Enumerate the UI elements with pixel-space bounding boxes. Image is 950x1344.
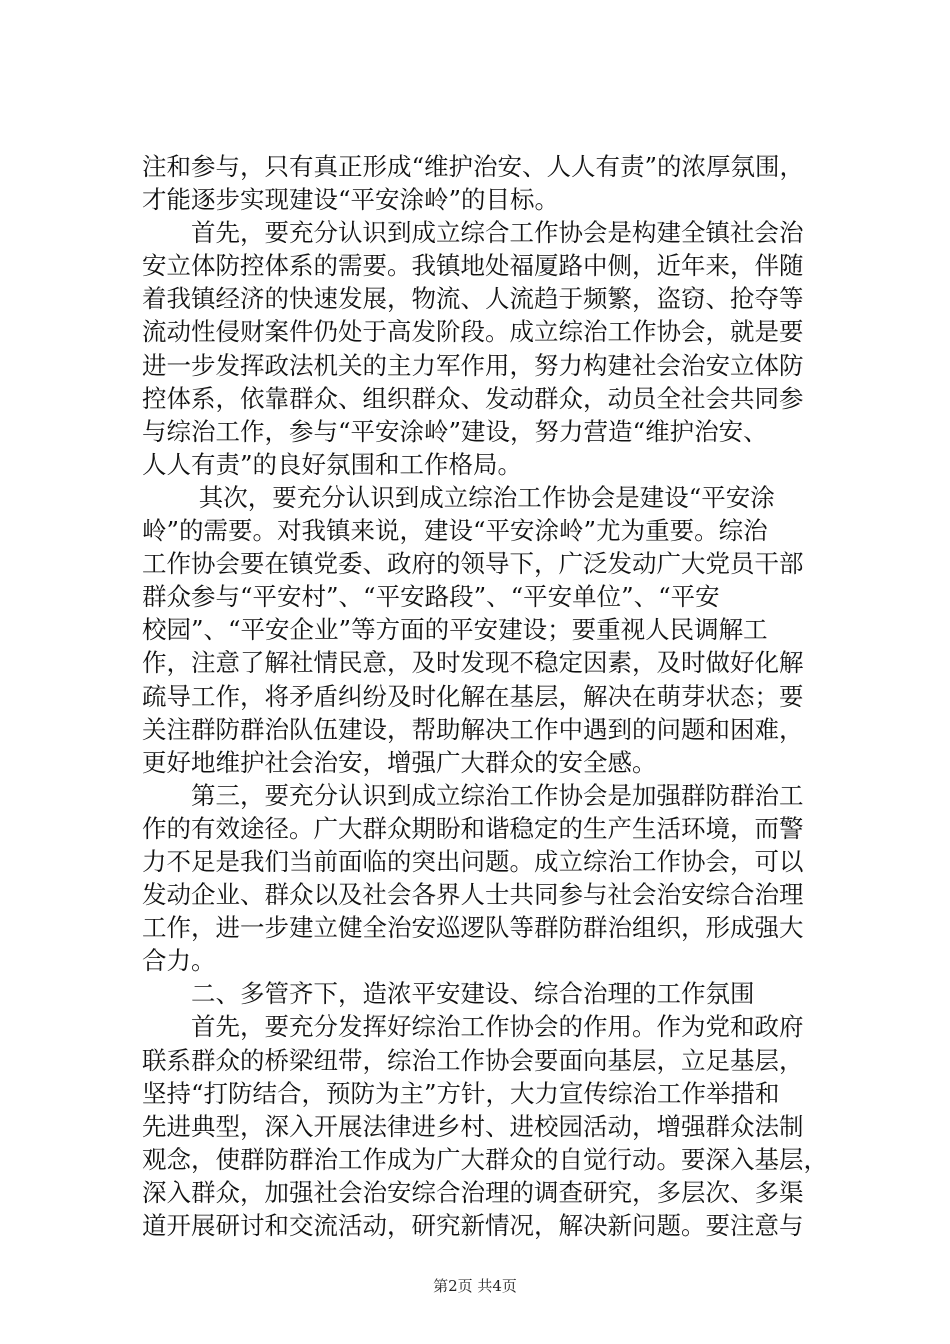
text-line: 流动性侵财案件仍处于高发阶段。成立综治工作协会，就是要 [142, 317, 804, 347]
text-line: 其次，要充分认识到成立综治工作协会是建设“平安涂 [142, 482, 775, 512]
text-line: 工作协会要在镇党委、政府的领导下，广泛发动广大党员干部 [142, 549, 804, 579]
text-line: 疏导工作，将矛盾纠纷及时化解在基层，解决在萌芽状态；要 [142, 681, 804, 711]
text-line: 坚持“打防结合，预防为主”方针，大力宣传综治工作举措和 [142, 1078, 780, 1108]
text-line: 人人有责”的良好氛围和工作格局。 [142, 449, 523, 479]
text-line: 力不足是我们当前面临的突出问题。成立综治工作协会，可以 [142, 846, 804, 876]
text-line: 更好地维护社会治安，增强广大群众的安全感。 [142, 747, 657, 777]
text-line: 作的有效途径。广大群众期盼和谐稳定的生产生活环境，而警 [142, 813, 804, 843]
section-heading: 二、多管齐下，造浓平安建设、综合治理的工作氛围 [142, 979, 755, 1009]
text-line: 安立体防控体系的需要。我镇地处福厦路中侧，近年来，伴随 [142, 251, 804, 281]
text-line: 第三，要充分认识到成立综治工作协会是加强群防群治工 [142, 780, 804, 810]
page-number: 第2页 共4页 [433, 1277, 517, 1295]
text-line: 控体系，依靠群众、组织群众、发动群众，动员全社会共同参 [142, 383, 804, 413]
document-body [142, 150, 832, 1242]
text-line: 关注群防群治队伍建设，帮助解决工作中遇到的问题和困难， [142, 714, 804, 744]
text-line: 注和参与，只有真正形成“维护治安、人人有责”的浓厚氛围， [142, 152, 805, 181]
text-line: 才能逐步实现建设“平安涂岭”的目标。 [142, 185, 560, 215]
text-line: 道开展研讨和交流活动，研究新情况，解决新问题。要注意与 [142, 1211, 804, 1240]
text-line: 校园”、“平安企业”等方面的平安建设；要重视人民调解工 [142, 615, 768, 645]
text-line: 深入群众，加强社会治安综合治理的调查研究，多层次、多渠 [142, 1177, 804, 1207]
text-line: 岭”的需要。对我镇来说，建设“平安涂岭”尤为重要。综治 [142, 516, 768, 546]
text-line: 着我镇经济的快速发展，物流、人流趋于频繁，盗窃、抢夺等 [142, 284, 804, 314]
text-line: 观念，使群防群治工作成为广大群众的自觉行动。要深入基层， [142, 1144, 828, 1174]
text-line: 工作，进一步建立健全治安巡逻队等群防群治组织，形成强大 [142, 913, 804, 943]
text-line: 联系群众的桥梁纽带，综治工作协会要面向基层，立足基层， [142, 1045, 804, 1075]
text-line: 先进典型，深入开展法律进乡村、进校园活动，增强群众法制 [142, 1111, 804, 1141]
text-line: 首先，要充分发挥好综治工作协会的作用。作为党和政府 [142, 1012, 804, 1042]
text-line: 群众参与“平安村”、“平安路段”、“平安单位”、“平安 [142, 582, 720, 612]
text-line: 合力。 [142, 946, 216, 976]
text-line: 发动企业、群众以及社会各界人士共同参与社会治安综合治理 [142, 880, 804, 910]
text-line: 作，注意了解社情民意，及时发现不稳定因素，及时做好化解 [142, 648, 804, 678]
text-line: 与综治工作，参与“平安涂岭”建设，努力营造“维护治安、 [142, 416, 768, 446]
text-line: 首先，要充分认识到成立综合工作协会是构建全镇社会治 [142, 218, 804, 248]
text-line: 进一步发挥政法机关的主力军作用，努力构建社会治安立体防 [142, 350, 804, 380]
